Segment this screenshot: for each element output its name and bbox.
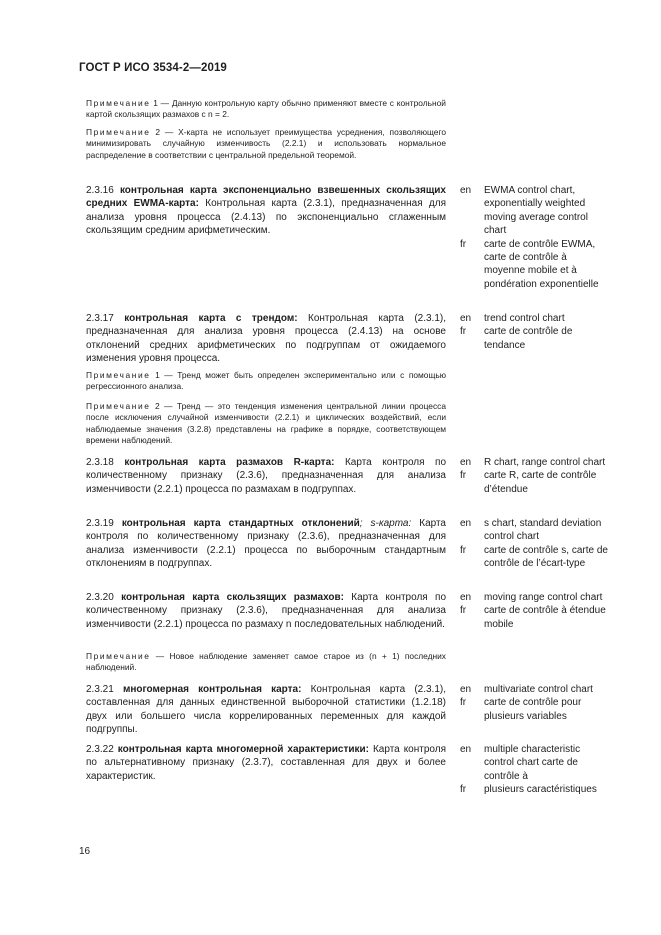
term-definition: Карта контроля по количественному признаку (2.3.6), предназначенная для анализа изменчивости (2.2.1) процесса по размаху n последовательных наблюдений. [86, 592, 447, 630]
term-number: 2.3.20 [86, 592, 114, 603]
note-2-3-20 [86, 651, 446, 674]
term-fr: plusieurs caractéristiques [484, 784, 597, 796]
term-definition: Карта контроля по количественному признаку (2.3.6), предназначенная для анализа изменчивости (2.2.1) процесса по выборочным стандартным отклонениям в подгруппах. [86, 518, 446, 570]
term-number: 2.3.16 [86, 185, 114, 196]
term-2-3-21 [86, 683, 446, 737]
note-lead: Примечание [86, 370, 151, 380]
term-2-3-20 [86, 591, 446, 631]
term-definition: Карта контроля по альтернативному признаку (2.3.7), составленная для двух и более характеристик. [86, 744, 446, 782]
term-en: EWMA control chart, exponentially weighted moving average control chart [484, 185, 588, 237]
term-number: 2.3.18 [86, 457, 114, 468]
note-2-3-17-2 [86, 401, 446, 447]
term-definition: Контрольная карта (2.3.1), предназначенная для анализа уровня процесса (2.4.13) на основе отклонений средних арифметических по подгруппам от ожидаемого изменения уровня процесса. [86, 313, 446, 365]
note-text: 2 — Тренд — это тенденция изменения центральной линии процесса после исключения случайной изменчивости (2.2.1) и циклических воздействий, если наблюдаемые значения (3.2.8) представлены на графике в порядке, соответствующем времени наблюдений. [86, 401, 446, 446]
note-lead: Примечание [86, 651, 151, 661]
note-lead: Примечание [86, 98, 151, 108]
note-lead: Примечание [86, 127, 151, 137]
translations-2-3-21: en multivariate control chart fr carte de contrôle pour plusieurs variables [460, 683, 610, 723]
term-2-3-16 [86, 184, 446, 238]
translations-2-3-22: en multiple characteristic control chart carte de contrôle à fr plusieurs caractéristiques [460, 743, 610, 797]
term-name: контрольная карта скользящих размахов: [121, 592, 344, 603]
term-name: контрольная карта с трендом: [124, 313, 298, 324]
note-lead: Примечание [86, 401, 151, 411]
note-text: 1 — Данную контрольную карту обычно применяют вместе с контрольной картой скользящих размахов с n = 2. [86, 98, 446, 120]
term-fr: carte de contrôle pour plusieurs variables [484, 697, 582, 722]
translations-2-3-18: en R chart, range control chart fr carte R, carte de contrôle d’étendue [460, 456, 610, 496]
term-en: trend control chart [484, 313, 565, 324]
term-en: multivariate control chart [484, 684, 593, 695]
term-name: контрольная карта многомерной характеристики: [117, 744, 370, 755]
term-definition: Карта контроля по количественному признаку (2.3.6), предназначенная для анализа изменчивости (2.2.1) процесса по размахам в подгруппах. [86, 457, 447, 495]
term-name: контрольная карта размахов R-карта: [124, 457, 335, 468]
note-text: 2 — X-карта не использует преимущества усреднения, позволяющего минимизировать случайную изменчивость (2.2.1) и использовать нормальное распределение в соответствии с центральной предельной теоремой. [86, 127, 446, 160]
term-definition: Контрольная карта (2.3.1), составленная для данных единственной выборочной статистики (1.2.18) двух или большего числа коррелированных переменных для каждой подгруппы. [86, 684, 447, 736]
translations-2-3-20: en moving range control chart fr carte de contrôle à étendue mobile [460, 591, 610, 631]
term-number: 2.3.22 [86, 744, 114, 755]
term-fr: carte de contrôle s, carte de contrôle de l’écart-type [484, 544, 608, 570]
term-2-3-22 [86, 743, 446, 783]
term-abbr: ; s-карта: [359, 518, 412, 529]
note-text: — Новое наблюдение заменяет самое старое из (n + 1) последних наблюдений. [86, 651, 446, 673]
term-en: R chart, range control chart [484, 457, 606, 468]
term-2-3-17 [86, 312, 446, 366]
term-2-3-18 [86, 456, 446, 496]
term-definition: Контрольная карта (2.3.1), предназначенная для анализа уровня процесса (2.4.13) по экспоненциально сглаженным скользящим средним арифметическим. [86, 198, 446, 237]
translations-2-3-16: en EWMA control chart, exponentially weighted moving average control chart fr carte de contrôle EWMA, carte de contrôle à moyenne mobile et à pondération exponentielle [460, 184, 610, 291]
term-fr: carte de contrôle EWMA, carte de contrôle à moyenne mobile et à pondération exponentielle [484, 238, 599, 290]
note-2-3-17-1 [86, 370, 446, 393]
page-number: 16 [79, 846, 91, 857]
translations-2-3-17: en trend control chart fr carte de contrôle de tendance [460, 312, 610, 352]
term-number: 2.3.17 [86, 313, 114, 324]
term-fr: carte R, carte de contrôle d’étendue [484, 470, 597, 495]
term-number: 2.3.19 [86, 518, 114, 529]
note-top-1 [86, 98, 446, 121]
term-name: контрольная карта экспоненциально взвешенных скользящих средних EWMA-карта: [86, 185, 446, 210]
term-name: многомерная контрольная карта: [122, 684, 302, 695]
term-2-3-19 [86, 517, 446, 571]
term-fr: carte de contrôle de tendance [484, 326, 573, 351]
term-name: контрольная карта стандартных отклонений [121, 518, 360, 529]
translations-2-3-19: en s chart, standard deviation control chart fr carte de contrôle s, carte de contrôle de l’écart-type [460, 517, 610, 571]
note-top-2 [86, 127, 446, 161]
term-en: multiple characteristic control chart carte de contrôle à [484, 744, 581, 782]
term-en: moving range control chart [484, 592, 603, 603]
term-fr: carte de contrôle à étendue mobile [484, 605, 606, 630]
document-header: ГОСТ Р ИСО 3534-2—2019 [79, 62, 227, 74]
term-number: 2.3.21 [86, 684, 114, 695]
term-en: s chart, standard deviation control chart [484, 518, 602, 543]
note-text: 1 — Тренд может быть определен экспериментально или с помощью регрессионного анализа. [86, 370, 446, 392]
